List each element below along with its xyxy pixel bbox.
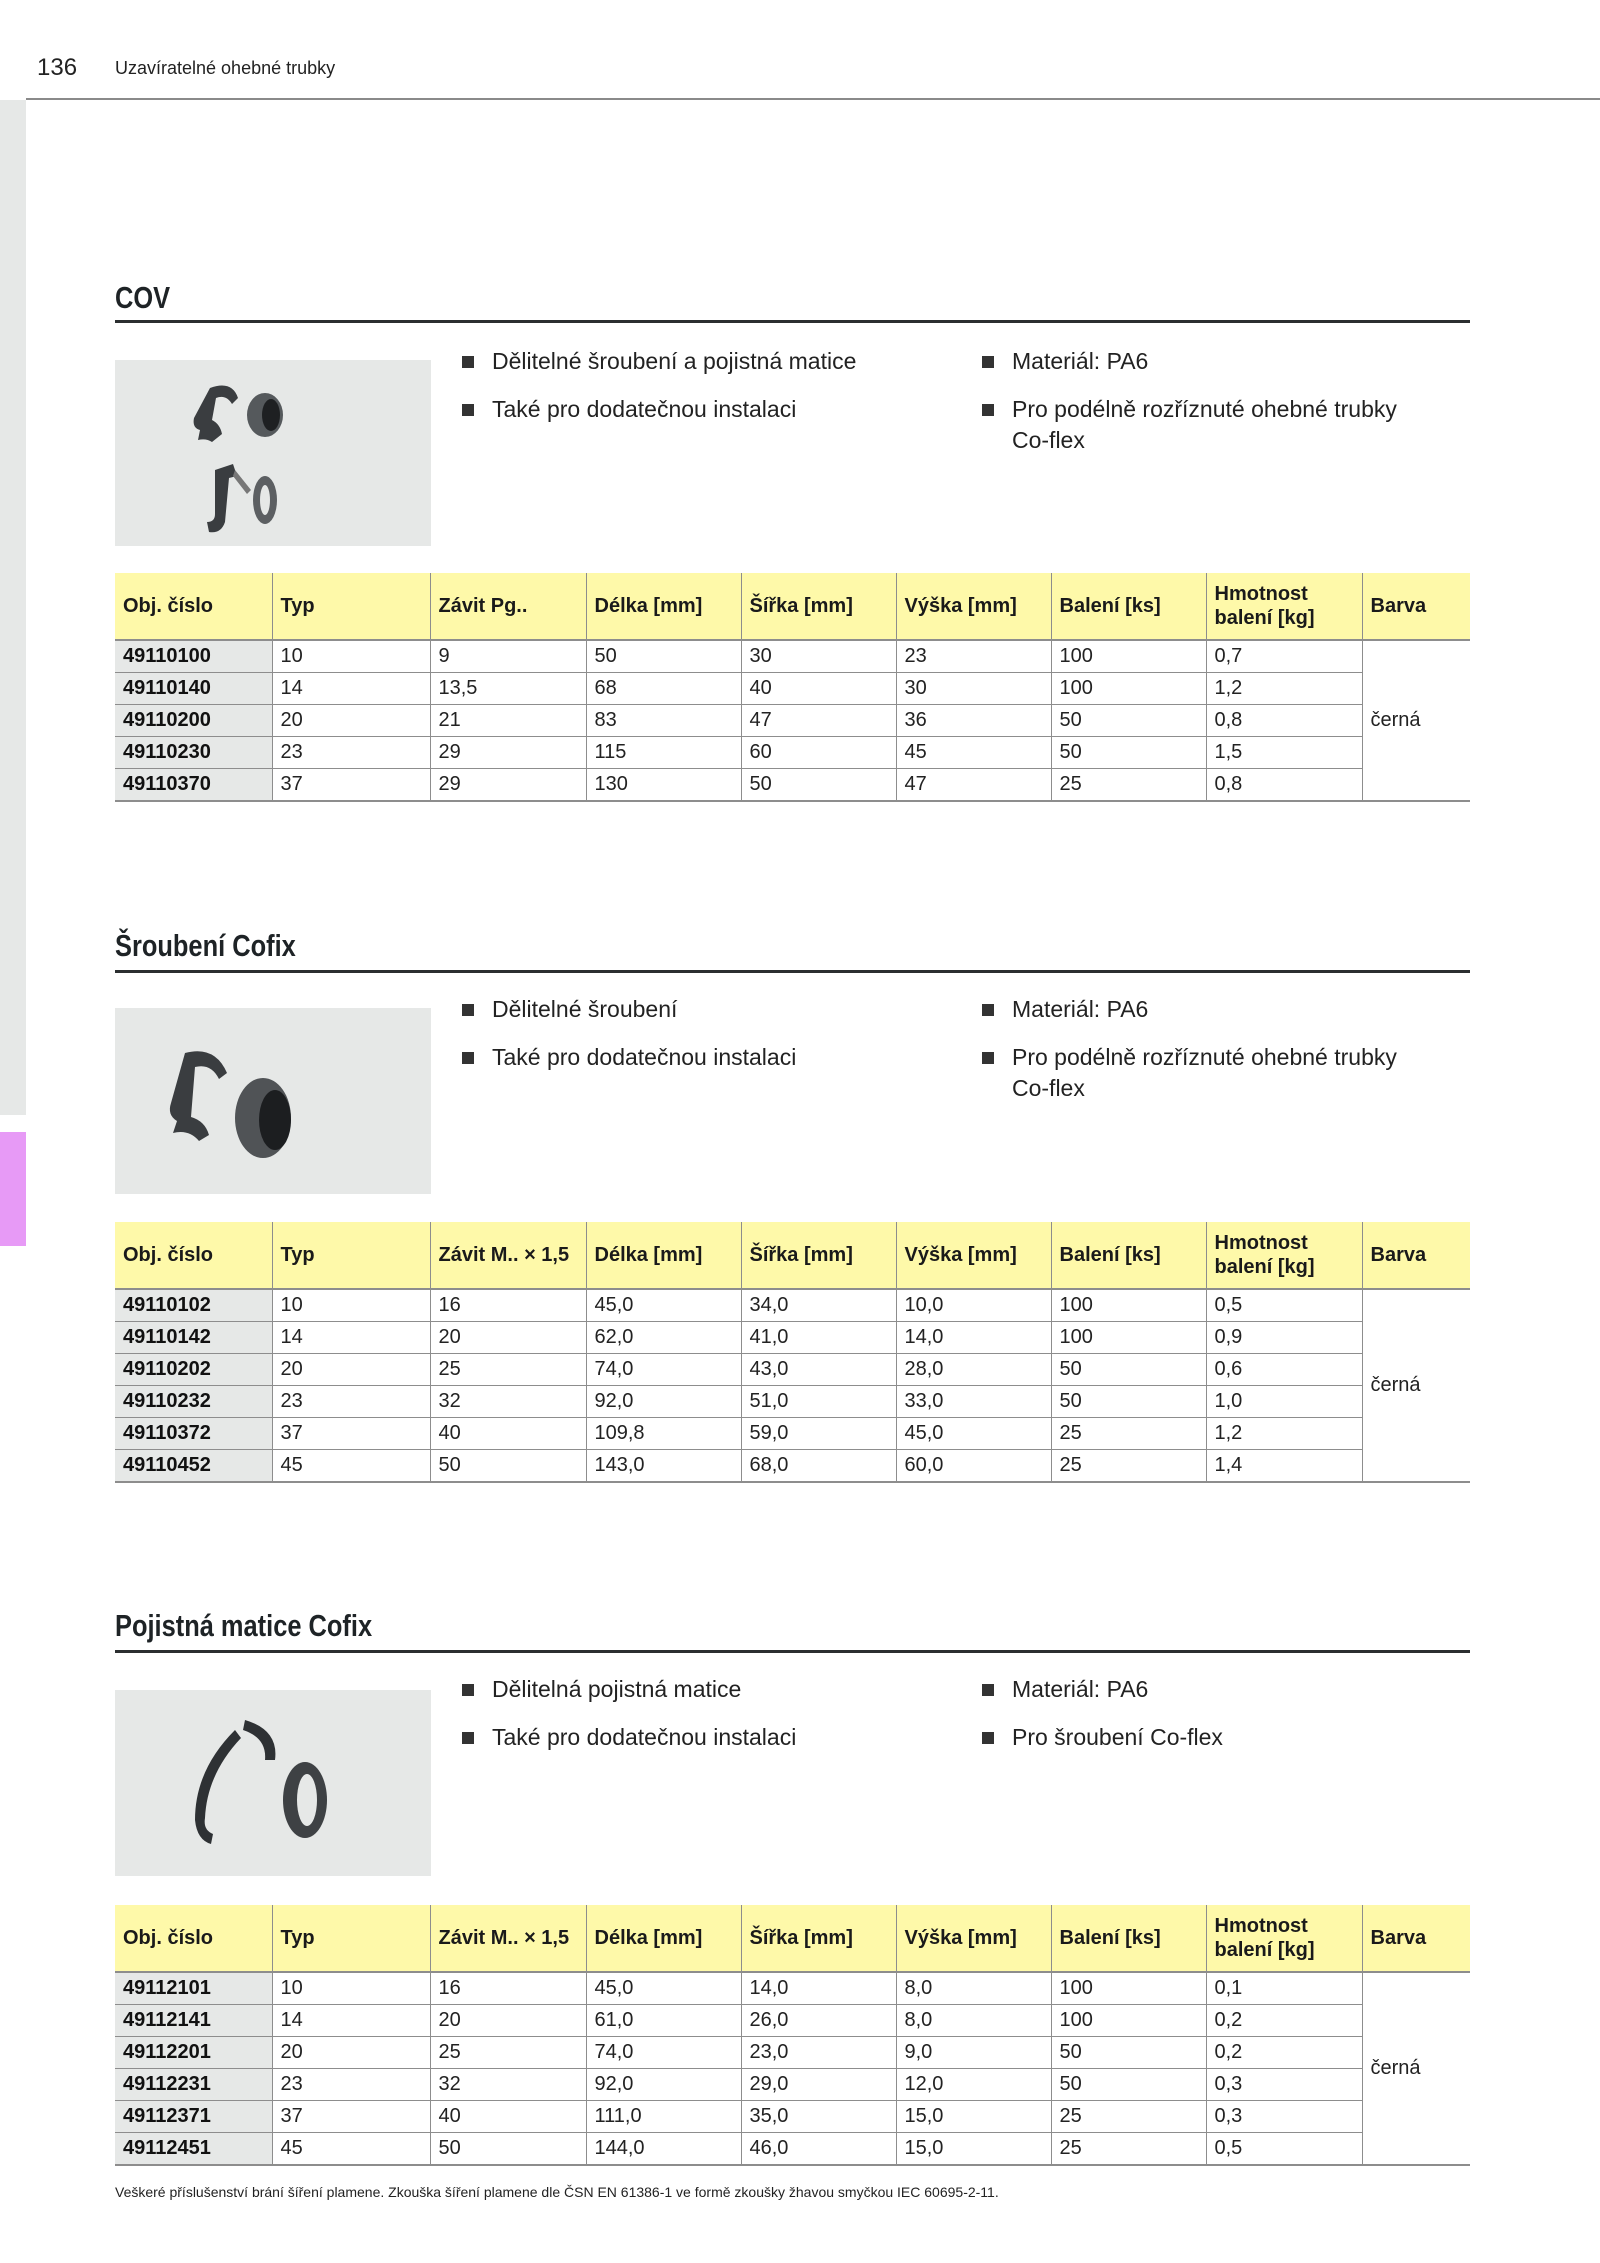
table-cell: 10	[272, 1972, 430, 2005]
order-number-cell: 49110232	[115, 1386, 272, 1418]
table-cell: 30	[896, 673, 1051, 705]
bullet-square-icon	[462, 356, 474, 368]
bullet-item	[982, 1674, 1422, 1705]
column-header: Typ	[272, 1905, 430, 1972]
table-cell: 36	[896, 705, 1051, 737]
table-row	[115, 1354, 1470, 1386]
page-number: 136	[37, 54, 78, 81]
cofix-locknut-image-graphic	[115, 1690, 431, 1876]
bullets-left	[462, 346, 942, 442]
table-cell: 50	[1051, 1386, 1206, 1418]
bullet-item	[462, 994, 942, 1025]
table-cell: 0,2	[1206, 2037, 1362, 2069]
section-title: COV	[115, 280, 171, 315]
table-cell: 0,6	[1206, 1354, 1362, 1386]
table-cell: 92,0	[586, 2069, 741, 2101]
spec-table	[115, 1905, 1470, 2166]
table-cell: 9,0	[896, 2037, 1051, 2069]
section-divider	[115, 320, 1470, 323]
bullet-text: Dělitelné šroubení	[492, 996, 678, 1022]
table-cell: 92,0	[586, 1386, 741, 1418]
table-cell: 0,7	[1206, 640, 1362, 673]
column-header: Šířka [mm]	[741, 573, 896, 640]
table-cell: 16	[430, 1972, 586, 2005]
column-header: Obj. číslo	[115, 1222, 272, 1289]
side-strip	[0, 100, 26, 1115]
table-cell: 50	[1051, 2037, 1206, 2069]
bullet-square-icon	[462, 1684, 474, 1696]
bullet-square-icon	[982, 1732, 994, 1744]
order-number-cell: 49110142	[115, 1322, 272, 1354]
table-cell: 29	[430, 769, 586, 802]
table-cell: 0,3	[1206, 2101, 1362, 2133]
order-number-cell: 49112231	[115, 2069, 272, 2101]
table-cell: 144,0	[586, 2133, 741, 2166]
order-number-cell: 49110230	[115, 737, 272, 769]
bullet-text: Materiál: PA6	[1012, 996, 1149, 1022]
table-cell: 60,0	[896, 1450, 1051, 1483]
table-cell: 40	[741, 673, 896, 705]
table-cell: 45,0	[586, 1289, 741, 1322]
table-row	[115, 737, 1470, 769]
table-cell: 0,5	[1206, 2133, 1362, 2166]
bullet-text: Dělitelné šroubení a pojistná matice	[492, 348, 857, 374]
cov-fitting-image-graphic	[115, 360, 431, 546]
table-cell: 14	[272, 1322, 430, 1354]
bullet-item	[982, 994, 1422, 1025]
bullet-square-icon	[982, 404, 994, 416]
table-cell: 23	[272, 2069, 430, 2101]
table-cell: 47	[896, 769, 1051, 802]
table-row	[115, 2069, 1470, 2101]
order-number-cell: 49112371	[115, 2101, 272, 2133]
cofix-locknut-image	[115, 1690, 431, 1876]
order-number-cell: 49112101	[115, 1972, 272, 2005]
table-cell: 8,0	[896, 1972, 1051, 2005]
table-cell: 0,1	[1206, 1972, 1362, 2005]
order-number-cell: 49112451	[115, 2133, 272, 2166]
table-cell: 50	[1051, 705, 1206, 737]
spec-table	[115, 1222, 1470, 1483]
table-cell: 14,0	[896, 1322, 1051, 1354]
table-cell: 23	[272, 737, 430, 769]
table-cell: 23	[896, 640, 1051, 673]
table-cell: 20	[430, 2005, 586, 2037]
table-cell: 143,0	[586, 1450, 741, 1483]
table-cell: 47	[741, 705, 896, 737]
column-header: Typ	[272, 1222, 430, 1289]
bullet-text: Také pro dodatečnou instalaci	[492, 1044, 797, 1070]
column-header: Závit Pg..	[430, 573, 586, 640]
table-cell: 50	[1051, 1354, 1206, 1386]
table-cell: 74,0	[586, 2037, 741, 2069]
table-cell: 14	[272, 673, 430, 705]
table-cell: 74,0	[586, 1354, 741, 1386]
bullet-item	[462, 1042, 942, 1073]
bullet-square-icon	[982, 1004, 994, 1016]
bullet-item	[982, 346, 1422, 377]
table-row	[115, 1322, 1470, 1354]
table-cell: 12,0	[896, 2069, 1051, 2101]
bullet-square-icon	[462, 1004, 474, 1016]
table-cell: 50	[430, 2133, 586, 2166]
order-number-cell: 49110452	[115, 1450, 272, 1483]
table-cell: 10	[272, 640, 430, 673]
column-header: Výška [mm]	[896, 1222, 1051, 1289]
order-number-cell: 49110372	[115, 1418, 272, 1450]
column-header: Šířka [mm]	[741, 1905, 896, 1972]
order-number-cell: 49110102	[115, 1289, 272, 1322]
table-cell: 50	[1051, 737, 1206, 769]
bullets-right	[982, 1674, 1422, 1770]
table-row	[115, 2037, 1470, 2069]
table-cell: 32	[430, 1386, 586, 1418]
table-cell: 29	[430, 737, 586, 769]
table-cell: 50	[430, 1450, 586, 1483]
order-number-cell: 49110100	[115, 640, 272, 673]
bullet-text: Také pro dodatečnou instalaci	[492, 1724, 797, 1750]
table-cell: 1,5	[1206, 737, 1362, 769]
column-header: Výška [mm]	[896, 1905, 1051, 1972]
table-cell: 111,0	[586, 2101, 741, 2133]
table-cell: 62,0	[586, 1322, 741, 1354]
bullets-left	[462, 1674, 942, 1770]
table-cell: 0,8	[1206, 769, 1362, 802]
table-cell: 23	[272, 1386, 430, 1418]
order-number-cell: 49112201	[115, 2037, 272, 2069]
table-cell: 68	[586, 673, 741, 705]
table-cell: 20	[272, 2037, 430, 2069]
table-header-row	[115, 1222, 1470, 1289]
cofix-fitting-image-graphic	[115, 1008, 431, 1194]
section-title: Pojistná matice Cofix	[115, 1608, 373, 1643]
table-cell: 40	[430, 1418, 586, 1450]
table-cell: 9	[430, 640, 586, 673]
table-row	[115, 673, 1470, 705]
column-header: Závit M.. × 1,5	[430, 1222, 586, 1289]
column-header: Délka [mm]	[586, 1905, 741, 1972]
table-cell: 100	[1051, 1972, 1206, 2005]
table-cell: 25	[1051, 1418, 1206, 1450]
table-cell: 100	[1051, 673, 1206, 705]
bullet-square-icon	[462, 1732, 474, 1744]
table-cell: 26,0	[741, 2005, 896, 2037]
order-number-cell: 49110200	[115, 705, 272, 737]
bullet-square-icon	[982, 1052, 994, 1064]
table-cell: 15,0	[896, 2101, 1051, 2133]
bullet-square-icon	[462, 404, 474, 416]
table-cell: 1,4	[1206, 1450, 1362, 1483]
table-row	[115, 769, 1470, 802]
table-row	[115, 1418, 1470, 1450]
bullet-text: Materiál: PA6	[1012, 348, 1149, 374]
color-cell: černá	[1362, 1972, 1470, 2165]
table-cell: 50	[1051, 2069, 1206, 2101]
table-row	[115, 2005, 1470, 2037]
bullet-item	[982, 1042, 1422, 1104]
column-header: Hmotnost balení [kg]	[1206, 573, 1362, 640]
table-row	[115, 640, 1470, 673]
chapter-tab	[0, 1132, 26, 1246]
bullet-square-icon	[982, 356, 994, 368]
table-cell: 14,0	[741, 1972, 896, 2005]
bullets-right	[982, 994, 1422, 1121]
column-header: Závit M.. × 1,5	[430, 1905, 586, 1972]
bullets-right	[982, 346, 1422, 473]
table-cell: 1,2	[1206, 673, 1362, 705]
table-row	[115, 1386, 1470, 1418]
column-header: Hmotnost balení [kg]	[1206, 1222, 1362, 1289]
table-cell: 34,0	[741, 1289, 896, 1322]
bullet-item	[462, 346, 942, 377]
section-title: Šroubení Cofix	[115, 928, 296, 963]
column-header: Barva	[1362, 573, 1470, 640]
column-header: Balení [ks]	[1051, 1222, 1206, 1289]
column-header: Délka [mm]	[586, 573, 741, 640]
bullet-item	[462, 394, 942, 425]
table-cell: 51,0	[741, 1386, 896, 1418]
table-cell: 83	[586, 705, 741, 737]
table-cell: 28,0	[896, 1354, 1051, 1386]
spec-table	[115, 573, 1470, 802]
bullet-text: Také pro dodatečnou instalaci	[492, 396, 797, 422]
section-divider	[115, 970, 1470, 973]
table-cell: 115	[586, 737, 741, 769]
table-row	[115, 1972, 1470, 2005]
footnote: Veškeré příslušenství brání šíření plamene. Zkouška šíření plamene dle ČSN EN 61386-1 ve formě zkoušky žhavou smyčkou IEC 60695-2-11.	[115, 2184, 999, 2200]
table-cell: 29,0	[741, 2069, 896, 2101]
column-header: Délka [mm]	[586, 1222, 741, 1289]
bullet-item	[982, 1722, 1422, 1753]
table-cell: 45,0	[896, 1418, 1051, 1450]
table-cell: 37	[272, 769, 430, 802]
table-cell: 20	[272, 1354, 430, 1386]
bullet-square-icon	[462, 1052, 474, 1064]
table-cell: 20	[430, 1322, 586, 1354]
table-cell: 60	[741, 737, 896, 769]
table-cell: 50	[586, 640, 741, 673]
table-cell: 25	[1051, 2133, 1206, 2166]
column-header: Obj. číslo	[115, 1905, 272, 1972]
order-number-cell: 49110370	[115, 769, 272, 802]
table-row	[115, 705, 1470, 737]
bullet-item	[462, 1674, 942, 1705]
table-cell: 0,5	[1206, 1289, 1362, 1322]
column-header: Barva	[1362, 1905, 1470, 1972]
order-number-cell: 49110140	[115, 673, 272, 705]
bullet-text: Pro podélně rozříznuté ohebné trubky Co-flex	[1012, 396, 1397, 453]
table-row	[115, 2133, 1470, 2166]
table-cell: 59,0	[741, 1418, 896, 1450]
table-cell: 23,0	[741, 2037, 896, 2069]
table-cell: 40	[430, 2101, 586, 2133]
column-header: Balení [ks]	[1051, 573, 1206, 640]
table-row	[115, 2101, 1470, 2133]
table-cell: 35,0	[741, 2101, 896, 2133]
table-cell: 45,0	[586, 1972, 741, 2005]
bullet-text: Materiál: PA6	[1012, 1676, 1149, 1702]
bullet-text: Dělitelná pojistná matice	[492, 1676, 742, 1702]
column-header: Barva	[1362, 1222, 1470, 1289]
table-cell: 30	[741, 640, 896, 673]
table-cell: 37	[272, 2101, 430, 2133]
bullets-left	[462, 994, 942, 1090]
table-cell: 8,0	[896, 2005, 1051, 2037]
table-cell: 130	[586, 769, 741, 802]
table-cell: 50	[741, 769, 896, 802]
table-cell: 16	[430, 1289, 586, 1322]
table-cell: 15,0	[896, 2133, 1051, 2166]
color-cell: černá	[1362, 1289, 1470, 1482]
bullet-text: Pro podélně rozříznuté ohebné trubky Co-flex	[1012, 1044, 1397, 1101]
table-cell: 25	[1051, 2101, 1206, 2133]
table-cell: 21	[430, 705, 586, 737]
table-cell: 100	[1051, 2005, 1206, 2037]
table-cell: 41,0	[741, 1322, 896, 1354]
table-cell: 25	[1051, 1450, 1206, 1483]
table-cell: 37	[272, 1418, 430, 1450]
page-header-title: Uzavíratelné ohebné trubky	[115, 58, 336, 78]
cov-fitting-image	[115, 360, 431, 546]
column-header: Výška [mm]	[896, 573, 1051, 640]
column-header: Hmotnost balení [kg]	[1206, 1905, 1362, 1972]
column-header: Obj. číslo	[115, 573, 272, 640]
table-cell: 10,0	[896, 1289, 1051, 1322]
table-cell: 25	[430, 2037, 586, 2069]
table-cell: 0,3	[1206, 2069, 1362, 2101]
table-cell: 45	[896, 737, 1051, 769]
header-divider	[26, 98, 1600, 100]
table-cell: 0,2	[1206, 2005, 1362, 2037]
table-header-row	[115, 573, 1470, 640]
column-header: Typ	[272, 573, 430, 640]
table-cell: 32	[430, 2069, 586, 2101]
section-divider	[115, 1650, 1470, 1653]
bullet-square-icon	[982, 1684, 994, 1696]
table-cell: 100	[1051, 1322, 1206, 1354]
table-cell: 33,0	[896, 1386, 1051, 1418]
bullet-item	[982, 394, 1422, 456]
column-header: Balení [ks]	[1051, 1905, 1206, 1972]
table-cell: 100	[1051, 1289, 1206, 1322]
table-header-row	[115, 1905, 1470, 1972]
table-cell: 25	[1051, 769, 1206, 802]
bullet-text: Pro šroubení Co-flex	[1012, 1724, 1223, 1750]
table-cell: 14	[272, 2005, 430, 2037]
column-header: Šířka [mm]	[741, 1222, 896, 1289]
table-cell: 43,0	[741, 1354, 896, 1386]
table-cell: 45	[272, 2133, 430, 2166]
table-row	[115, 1289, 1470, 1322]
cofix-fitting-image	[115, 1008, 431, 1194]
table-cell: 45	[272, 1450, 430, 1483]
table-cell: 10	[272, 1289, 430, 1322]
bullet-item	[462, 1722, 942, 1753]
table-cell: 68,0	[741, 1450, 896, 1483]
table-cell: 20	[272, 705, 430, 737]
table-cell: 13,5	[430, 673, 586, 705]
order-number-cell: 49112141	[115, 2005, 272, 2037]
table-cell: 25	[430, 1354, 586, 1386]
table-cell: 100	[1051, 640, 1206, 673]
order-number-cell: 49110202	[115, 1354, 272, 1386]
table-cell: 1,0	[1206, 1386, 1362, 1418]
table-cell: 46,0	[741, 2133, 896, 2166]
table-cell: 109,8	[586, 1418, 741, 1450]
table-row	[115, 1450, 1470, 1483]
table-cell: 0,8	[1206, 705, 1362, 737]
color-cell: černá	[1362, 640, 1470, 801]
table-cell: 1,2	[1206, 1418, 1362, 1450]
table-cell: 61,0	[586, 2005, 741, 2037]
table-cell: 0,9	[1206, 1322, 1362, 1354]
